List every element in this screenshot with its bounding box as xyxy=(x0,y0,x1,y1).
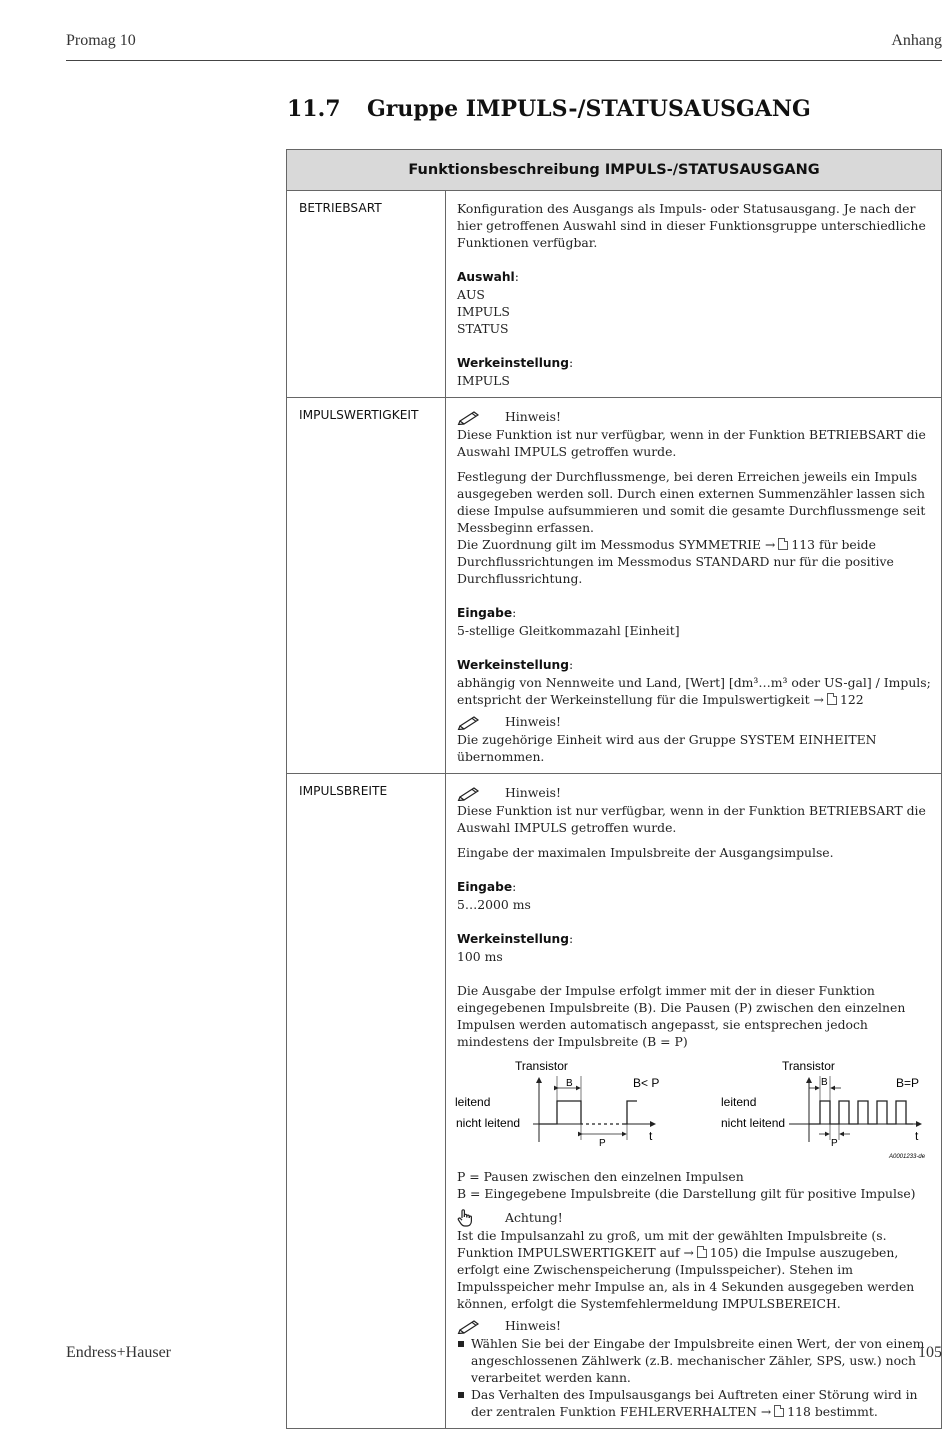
page-reference-icon xyxy=(774,1405,784,1417)
diagram-code: A0001233-de xyxy=(889,1154,926,1160)
hand-caution-icon xyxy=(457,1209,505,1227)
diagram-condition-left: B< P xyxy=(633,1076,660,1090)
list-item: Wählen Sie bei der Eingabe der Impulsbreite einen Wert, der von einem angeschlossenen Zählwerk (z.B. mechanischer Zähler, SPS, usw.) noch verarbeitet werden kann. xyxy=(457,1335,933,1386)
note-label: Hinweis! xyxy=(505,1318,561,1333)
note-text: Diese Funktion ist nur verfügbar, wenn in der Funktion BETRIEBSART die Auswahl IMPULS getroffen wurde. xyxy=(457,427,926,459)
werkeinstellung-ref: entspricht der Werkeinstellung für die Impulswertigkeit → 122 xyxy=(457,692,864,707)
description: Konfiguration des Ausgangs als Impuls- oder Statusausgang. Je nach der hier getroffenen Auswahl sind in dieser Funktionsgruppe unterschiedliche Funktionen verfügbar. xyxy=(457,201,926,250)
legend-b: B = Eingegebene Impulsbreite (die Darstellung gilt für positive Impulse) xyxy=(457,1186,916,1201)
eingabe-label: Eingabe xyxy=(457,606,513,620)
function-name-impulswertigkeit: IMPULSWERTIGKEIT xyxy=(287,398,446,774)
diagram-b-label: B xyxy=(566,1078,573,1089)
page-number: 105 xyxy=(918,1344,942,1361)
note xyxy=(457,783,933,802)
werkeinstellung-label: Werkeinstellung xyxy=(457,658,569,672)
note xyxy=(457,1316,933,1335)
legend-p: P = Pausen zwischen den einzelnen Impulsen xyxy=(457,1169,744,1184)
function-desc-impulsbreite: Hinweis! Diese Funktion ist nur verfügbar, wenn in der Funktion BETRIEBSART die Auswahl IMPULS getroffen wurde. Eingabe der maximalen Impulsbreite der Ausgangsimpulse. Eingabe: 5…2000 ms Werkeinstellung: 100 ms Die Ausgabe der Impulse erfolgt immer mit der in dieser Funktion eingegebenen Impulsbreite (B). Die Pausen (P) zwischen den einzelnen Impulsen werden automatisch angepasst, sie entsprechen jedoch mindestens der Impulsbreite (B = P) Transistor leitend nicht leitend B< P B P t Transistor leitend nicht leitend B=P B P t A0001233-de P = Pausen zwischen den einzelnen Impulsen B = Eingegebene Impulsbreite (die Darstellung gilt für positive Impulse) Achtung! Ist die Impulsanzahl zu groß, um mit der gewählten Impulsbreite (s. Funktion IMPULSWERTIGKEIT auf → 105) die Impulse auszugeben, erfolgt eine Zwischenspeicherung (Impulsspeicher). Stehen im Impulsspeicher mehr Impulse an, als in 4 Sekunden ausgegeben werden können, erfolgt die Systemfehlermeldung IMPULSBEREICH. Hinweis! Wählen Sie bei der Eingabe der Impulsbreite einen Wert, der von einem angeschlossenen Zählwerk (z.B. mechanischer Zähler, SPS, usw.) noch verarbeitet werden kann. Das Verhalten des Impulsausgangs bei Auftreten einer Störung wird in der zentralen Funktion FEHLERVERHALTEN → 118 bestimmt. xyxy=(446,774,942,1429)
description-2: Die Zuordnung gilt im Messmodus SYMMETRIE → 113 für beide Durchflussrichtungen im Messmodus STANDARD nur für die positive Durchflussrichtung. xyxy=(457,537,894,586)
diagram-p-label: P xyxy=(599,1138,606,1149)
diagram-transistor-label: Transistor xyxy=(782,1059,835,1073)
caution-label: Achtung! xyxy=(505,1210,563,1225)
werkeinstellung-value: IMPULS xyxy=(457,373,510,388)
table-row xyxy=(287,191,942,398)
page-reference-icon xyxy=(827,693,837,705)
diagram-leitend-label: leitend xyxy=(455,1095,491,1109)
note-text: Diese Funktion ist nur verfügbar, wenn in der Funktion BETRIEBSART die Auswahl IMPULS getroffen wurde. xyxy=(457,803,926,835)
description: Eingabe der maximalen Impulsbreite der Ausgangsimpulse. xyxy=(457,845,834,860)
section-title xyxy=(287,96,811,122)
function-name-betriebsart: BETRIEBSART xyxy=(287,191,446,398)
note-list xyxy=(457,1335,933,1420)
table-row xyxy=(287,774,942,1429)
diagram-nicht-leitend-label: nicht leitend xyxy=(721,1116,786,1130)
function-desc-betriebsart: Konfiguration des Ausgangs als Impuls- oder Statusausgang. Je nach der hier getroffenen Auswahl sind in dieser Funktionsgruppe unterschiedliche Funktionen verfügbar. Auswahl: AUS IMPULS STATUS Werkeinstellung: IMPULS xyxy=(446,191,942,398)
caution xyxy=(457,1208,933,1227)
pencil-note-icon xyxy=(457,785,505,801)
note-label: Hinweis! xyxy=(505,714,561,729)
table-row xyxy=(287,398,942,774)
eingabe-value: 5…2000 ms xyxy=(457,897,531,912)
werkeinstellung-value: abhängig von Nennweite und Land, [Wert] [dm³…m³ oder US-gal] / Impuls; xyxy=(457,675,931,690)
section-name: Gruppe IMPULS-/STATUSAUSGANG xyxy=(367,96,811,122)
function-desc-impulswertigkeit: Hinweis! Diese Funktion ist nur verfügbar, wenn in der Funktion BETRIEBSART die Auswahl IMPULS getroffen wurde. Festlegung der Durchflussmenge, bei deren Erreichen jeweils ein Impuls ausgegeben werden soll. Durch einen externen Summenzähler lassen sich diese Impulse aufsummieren und somit die gesamte Durchflussmenge seit Messbeginn erfassen. Die Zuordnung gilt im Messmodus SYMMETRIE → 113 für beide Durchflussrichtungen im Messmodus STANDARD nur für die positive Durchflussrichtung. Eingabe: 5-stellige Gleitkommazahl [Einheit] Werkeinstellung: abhängig von Nennweite und Land, [Wert] [dm³…m³ oder US-gal] / Impuls; entspricht der Werkeinstellung für die Impulswertigkeit → 122 Hinweis! Die zugehörige Einheit wird aus der Gruppe SYSTEM EINHEITEN übernommen. xyxy=(446,398,942,774)
diagram-nicht-leitend-label: nicht leitend xyxy=(456,1116,521,1130)
note-label: Hinweis! xyxy=(505,409,561,424)
diagram-t-label: t xyxy=(915,1129,919,1143)
pencil-note-icon xyxy=(457,714,505,730)
description: Festlegung der Durchflussmenge, bei deren Erreichen jeweils ein Impuls ausgegeben werden soll. Durch einen externen Summenzähler lassen sich diese Impulse aufsummieren und somit die gesamte Durchflussmenge seit Messbeginn erfassen. xyxy=(457,469,926,535)
auswahl-label: Auswahl xyxy=(457,270,515,284)
section-number: 11.7 xyxy=(287,96,341,122)
werkeinstellung-value: 100 ms xyxy=(457,949,503,964)
eingabe-label: Eingabe xyxy=(457,880,513,894)
function-name-impulsbreite: IMPULSBREITE xyxy=(287,774,446,1429)
diagram-b-label: B xyxy=(821,1077,828,1088)
header-product: Promag 10 xyxy=(66,32,136,49)
caution-text: Ist die Impulsanzahl zu groß, um mit der gewählten Impulsbreite (s. Funktion IMPULSWERTIGKEIT auf → 105) die Impulse auszugeben, erfolgt eine Zwischenspeicherung (Impulsspeicher). Stehen im Impulsspeicher mehr Impulse an, als in 4 Sekunden ausgegeben werden können, erfolgt die Systemfehlermeldung IMPULSBEREICH. xyxy=(457,1228,915,1311)
werkeinstellung-label: Werkeinstellung xyxy=(457,932,569,946)
pulse-diagram xyxy=(453,1056,933,1164)
pencil-note-icon xyxy=(457,1318,505,1334)
diagram-condition-right: B=P xyxy=(896,1076,920,1090)
header-chapter: Anhang xyxy=(891,32,942,49)
table-heading: Funktionsbeschreibung IMPULS-/STATUSAUSGANG xyxy=(287,150,942,191)
pencil-note-icon xyxy=(457,409,505,425)
note xyxy=(457,407,933,426)
note-label: Hinweis! xyxy=(505,785,561,800)
header-rule xyxy=(66,60,942,61)
function-table xyxy=(286,149,942,1429)
option-status: STATUS xyxy=(457,321,509,336)
page-reference-icon xyxy=(697,1246,707,1258)
werkeinstellung-label: Werkeinstellung xyxy=(457,356,569,370)
option-aus: AUS xyxy=(457,287,485,302)
diagram-p-label: P xyxy=(831,1138,838,1149)
diagram-t-label: t xyxy=(649,1129,653,1143)
page-reference-icon xyxy=(778,538,788,550)
eingabe-value: 5-stellige Gleitkommazahl [Einheit] xyxy=(457,623,680,638)
note-text: Die zugehörige Einheit wird aus der Gruppe SYSTEM EINHEITEN übernommen. xyxy=(457,732,877,764)
option-impuls: IMPULS xyxy=(457,304,510,319)
footer-company: Endress+Hauser xyxy=(66,1344,171,1361)
list-item: Das Verhalten des Impulsausgangs bei Auftreten einer Störung wird in der zentralen Funktion FEHLERVERHALTEN → 118 bestimmt. xyxy=(457,1386,933,1420)
diagram-leitend-label: leitend xyxy=(721,1095,757,1109)
description-2: Die Ausgabe der Impulse erfolgt immer mit der in dieser Funktion eingegebenen Impulsbreite (B). Die Pausen (P) zwischen den einzelnen Impulsen werden automatisch angepasst, sie entsprechen jedoch mindestens der Impulsbreite (B = P) xyxy=(457,983,906,1049)
diagram-transistor-label: Transistor xyxy=(515,1059,568,1073)
note xyxy=(457,712,933,731)
